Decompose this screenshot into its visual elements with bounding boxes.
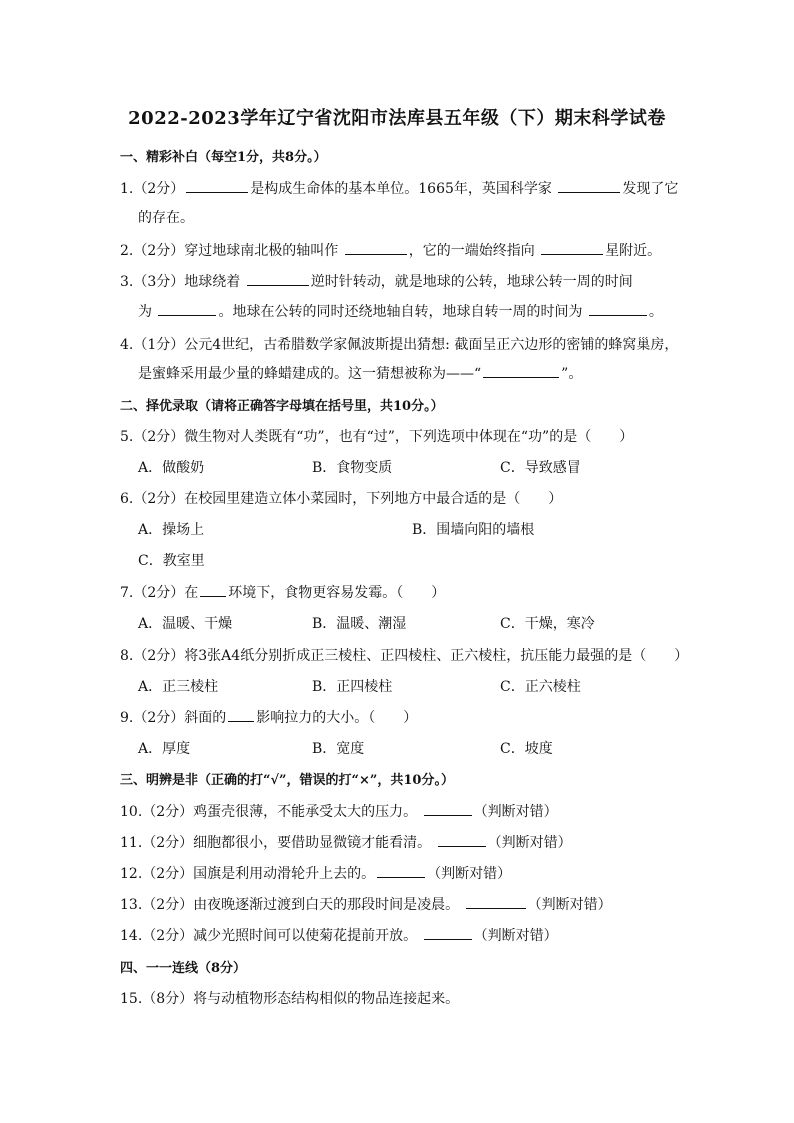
question-10 (120, 801, 558, 821)
question-number: 7.（2分） (120, 585, 185, 601)
judge-hint: （判断对错） (527, 897, 612, 913)
option-b[interactable]: B．食物变质 (312, 460, 393, 476)
answer-blank (345, 242, 407, 255)
judge-hint: （判断对错） (487, 835, 572, 851)
question-7 (120, 582, 445, 602)
question-text: 微生物对人类既有“功”，也有“过”，下列选项中体现在“功”的是（ ） (184, 429, 634, 445)
answer-blank[interactable] (377, 865, 425, 878)
answer-blank (541, 242, 603, 255)
answer-blank (558, 180, 620, 193)
question-12 (120, 863, 511, 883)
question-text: 将3张A4纸分别折成正三棱柱、正四棱柱、正六棱柱，抗压能力最强的是（ ） (184, 648, 689, 664)
question-number: 4.（1分） (120, 337, 185, 353)
question-number: 9.（2分） (120, 710, 185, 726)
question-text: 发现了它 (622, 181, 679, 197)
question-4-continued (138, 363, 582, 383)
question-8 (120, 645, 688, 665)
question-13 (120, 894, 612, 914)
question-11 (120, 832, 572, 852)
question-text: 。地球在公转的同时还绕地轴自转，地球自转一周的时间为 (218, 304, 583, 320)
option-c[interactable]: C．教室里 (138, 553, 205, 569)
option-b[interactable]: B．宽度 (312, 741, 365, 757)
judge-hint: （判断对错） (473, 804, 558, 820)
answer-blank (200, 584, 226, 597)
question-text: 国旗是利用动滑轮升上去的。 (193, 866, 376, 882)
answer-blank (247, 273, 309, 286)
answer-blank (228, 709, 254, 722)
question-text: 在校园里建造立体小菜园时，下列地方中最合适的是（ ） (184, 491, 563, 507)
option-b[interactable]: B．正四棱柱 (312, 679, 393, 695)
option-b[interactable]: B．温暖、潮湿 (312, 616, 407, 632)
question-text: 逆时针转动，就是地球的公转，地球公转一周的时间 (310, 274, 633, 290)
option-a[interactable]: A．厚度 (138, 741, 191, 757)
question-text: 由夜晚逐渐过渡到白天的那段时间是凌晨。 (193, 897, 460, 913)
answer-blank (158, 303, 216, 316)
question-number: 15.（8分） (120, 991, 194, 1007)
option-a[interactable]: A．操场上 (138, 522, 205, 538)
judge-hint: （判断对错） (427, 866, 512, 882)
question-number: 8.（2分） (120, 648, 185, 664)
question-text: 。 (648, 304, 663, 320)
question-number: 14.（2分） (120, 928, 194, 944)
section-1-heading: 一、精彩补白（每空1分，共8分。） (120, 150, 327, 165)
option-a[interactable]: A．做酸奶 (138, 460, 205, 476)
question-number: 11.（2分） (120, 835, 194, 851)
question-text: 环境下，食物更容易发霉。（ ） (228, 585, 446, 601)
question-6 (120, 488, 562, 508)
question-number: 6.（2分） (120, 491, 185, 507)
question-number: 5.（2分） (120, 429, 185, 445)
question-number: 3.（3分） (120, 274, 185, 290)
question-text: 鸡蛋壳很薄，不能承受太大的压力。 (193, 804, 418, 820)
question-5 (120, 426, 633, 446)
question-text: ”。 (561, 366, 583, 382)
question-text: ，它的一端始终指向 (408, 243, 535, 259)
option-c[interactable]: C．导致感冒 (500, 460, 581, 476)
question-text: 是蜜蜂采用最少量的蜂蜡建成的。这一猜想被称为——“ (138, 366, 482, 382)
answer-blank[interactable] (438, 834, 486, 847)
question-3 (120, 271, 633, 291)
question-text: 影响拉力的大小。（ ） (256, 710, 418, 726)
answer-blank[interactable] (424, 927, 472, 940)
question-text: 穿过地球南北极的轴叫作 (184, 243, 339, 259)
question-number: 12.（2分） (120, 866, 194, 882)
page-title: 2022-2023学年辽宁省沈阳市法库县五年级（下）期末科学试卷 (128, 108, 666, 129)
question-15 (120, 988, 459, 1008)
question-text: 为 (138, 304, 152, 320)
section-4-heading: 四、一一连线（8分） (120, 961, 247, 976)
section-3-heading: 三、明辨是非（正确的打“√”，错误的打“×”，共10分。） (120, 773, 454, 788)
question-text: 细胞都很小，要借助显微镜才能看清。 (193, 835, 432, 851)
option-c[interactable]: C．正六棱柱 (500, 679, 581, 695)
answer-blank (483, 365, 559, 378)
question-9 (120, 707, 417, 727)
section-2-heading: 二、择优录取（请将正确答字母填在括号里，共10分。） (120, 399, 444, 414)
answer-blank[interactable] (424, 803, 472, 816)
question-3-continued (138, 301, 663, 321)
answer-blank (589, 303, 647, 316)
question-text: 公元4世纪，古希腊数学家佩波斯提出猜想: 截面呈正六边形的密铺的蜂窝巢房， (184, 337, 679, 353)
option-b[interactable]: B．围墙向阳的墙根 (412, 522, 535, 538)
question-2 (120, 240, 661, 260)
question-number: 1.（2分） (120, 181, 185, 197)
answer-blank[interactable] (466, 896, 526, 909)
question-text: 减少光照时间可以使菊花提前开放。 (193, 928, 418, 944)
question-text: 斜面的 (184, 710, 227, 726)
question-4 (120, 334, 678, 354)
question-number: 2.（2分） (120, 243, 185, 259)
answer-blank (186, 180, 248, 193)
question-14 (120, 925, 558, 945)
option-c[interactable]: C．干燥，寒冷 (500, 616, 595, 632)
question-text: 是构成生命体的基本单位。1665年，英国科学家 (250, 181, 552, 197)
option-a[interactable]: A．温暖、干燥 (138, 616, 233, 632)
question-text: 星附近。 (605, 243, 662, 259)
question-1 (120, 178, 678, 198)
question-text: 将与动植物形态结构相似的物品连接起来。 (193, 991, 460, 1007)
option-c[interactable]: C．坡度 (500, 741, 553, 757)
question-number: 10.（2分） (120, 804, 194, 820)
judge-hint: （判断对错） (473, 928, 558, 944)
question-1-continued: 的存在。 (138, 210, 194, 226)
question-number: 13.（2分） (120, 897, 194, 913)
question-text: 在 (184, 585, 199, 601)
question-text: 地球绕着 (184, 274, 241, 290)
option-a[interactable]: A．正三棱柱 (138, 679, 219, 695)
